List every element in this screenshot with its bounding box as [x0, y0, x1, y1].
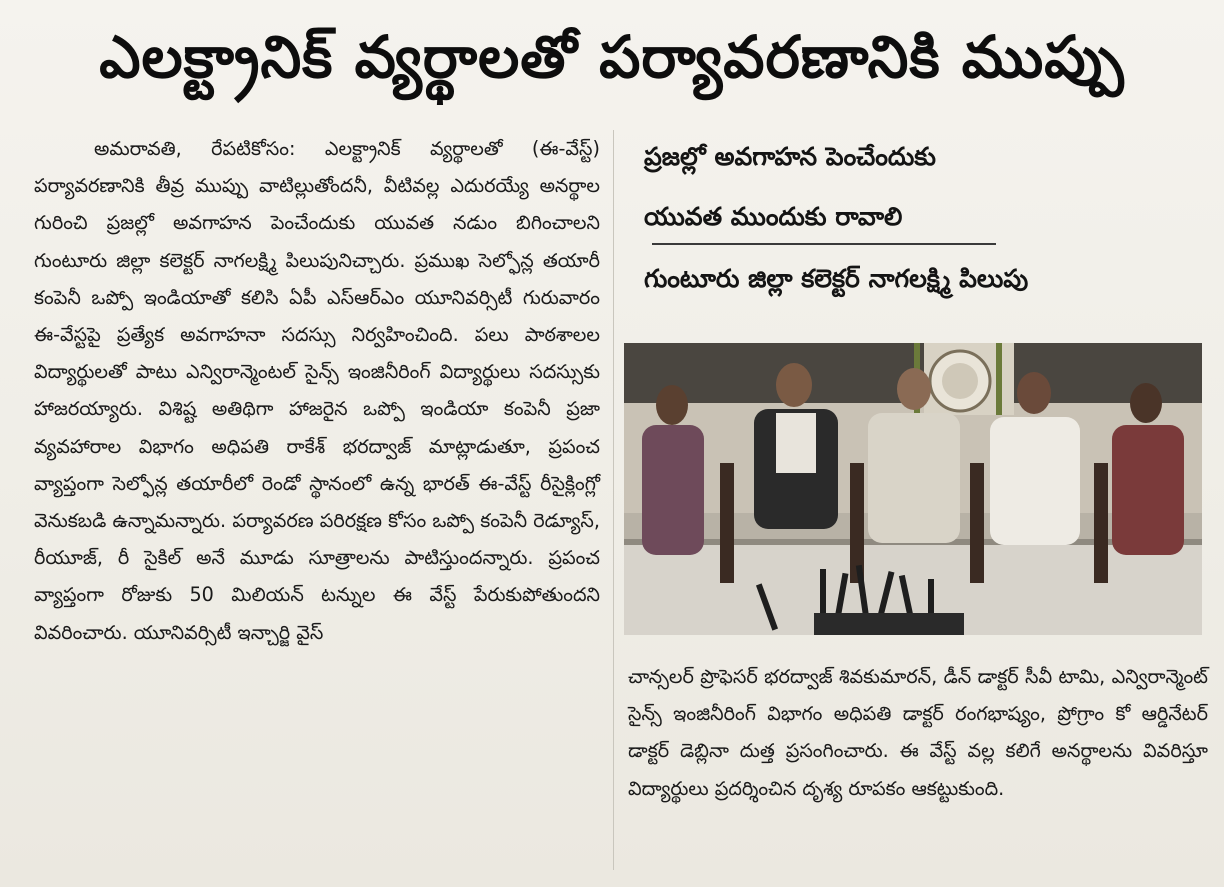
- article-paragraph-right: చాన్సలర్ ప్రొఫెసర్ భరద్వాజ్ శివకుమారన్, డీన్ డాక్టర్ సీవీ టామి, ఎన్విరాన్మెంట్ సైన్స్ ఇంజినీరింగ్ విభాగం అధిపతి డాక్టర్ రంగభాష్యం, ప్రోగ్రాం కో ఆర్డినేటర్ డాక్టర్ డెబ్లినా దుత్త ప్రసంగించారు. ఈ వేస్ట్ వల్ల కలిగే అనర్థాలను వివరిస్తూ విద్యార్థులు ప్రదర్శించిన దృశ్య రూపకం ఆకట్టుకుంది.: [628, 665, 1208, 800]
- subheadline-1: ప్రజల్లో అవగాహన పెంచేందుకు: [644, 142, 936, 171]
- event-photo: [624, 343, 1202, 635]
- event-photo-illustration: [624, 343, 1202, 635]
- article-paragraph-left: అమరావతి, రేపటికోసం: ఎలక్ట్రానిక్ వ్యర్థాలతో (ఈ-వేస్ట్) పర్యావరణానికి తీవ్ర ముప్పు వాటిల్లుతోందనీ, వీటివల్ల ఎదురయ్యే అనర్థాల గురించి ప్రజల్లో అవగాహన పెంచేందుకు యువత నడుం బిగించాలని గుంటూరు జిల్లా కలెక్టర్ నాగలక్ష్మి పిలుపునిచ్చారు. ప్రముఖ సెల్ఫోన్ల తయారీ కంపెనీ ఒప్పో ఇండియాతో కలిసి ఏపీ ఎస్ఆర్ఎం యూనివర్సిటీ గురువారం ఈ-వేస్టపై ప్రత్యేక అవగాహనా సదస్సు నిర్వహించింది. పలు పాఠశాలల విద్యార్థులతో పాటు ఎన్విరాన్మెంటల్ సైన్స్ ఇంజినీరింగ్ విద్యార్థులు సదస్సుకు హాజరయ్యారు. విశిష్ట అతిథిగా హాజరైన ఒప్పో ఇండియా కంపెనీ ప్రజా వ్యవహారాల విభాగం అధిపతి రాకేశ్ భరద్వాజ్ మాట్లాడుతూ, ప్రపంచ వ్యాప్తంగా సెల్ఫోన్ల తయారీలో రెండో స్థానంలో ఉన్న భారత్ ఈ-వేస్ట్ రీసైక్లింగ్లో వెనుకబడి ఉన్నామన్నారు. పర్యావరణ పరిరక్షణ కోసం ఒప్పో కంపెనీ రెడ్యూస్, రీయూజ్, రీ సైకిల్ అనే మూడు సూత్రాలను పాటిస్తుందన్నారు. ప్రపంచ వ్యాప్తంగా రోజుకు 50 మిలియన్ టన్నుల ఈ వేస్ట్ పేరుకుపోతుందని వివరించారు. యూనివర్సిటీ ఇన్చార్జి వైస్: [34, 137, 600, 644]
- column-divider: [613, 130, 614, 870]
- subheadline-divider: [652, 243, 996, 245]
- article-body-left: [34, 130, 600, 880]
- article-body-right: [628, 658, 1208, 880]
- subheadline-2: యువత ముందుకు రావాలి: [644, 202, 903, 231]
- headline: ఎలక్ట్రానిక్ వ్యర్థాలతో పర్యావరణానికి ముప్పు: [99, 22, 1125, 91]
- subheadline-3: గుంటూరు జిల్లా కలెక్టర్ నాగలక్ష్మి పిలుపు: [644, 264, 1029, 293]
